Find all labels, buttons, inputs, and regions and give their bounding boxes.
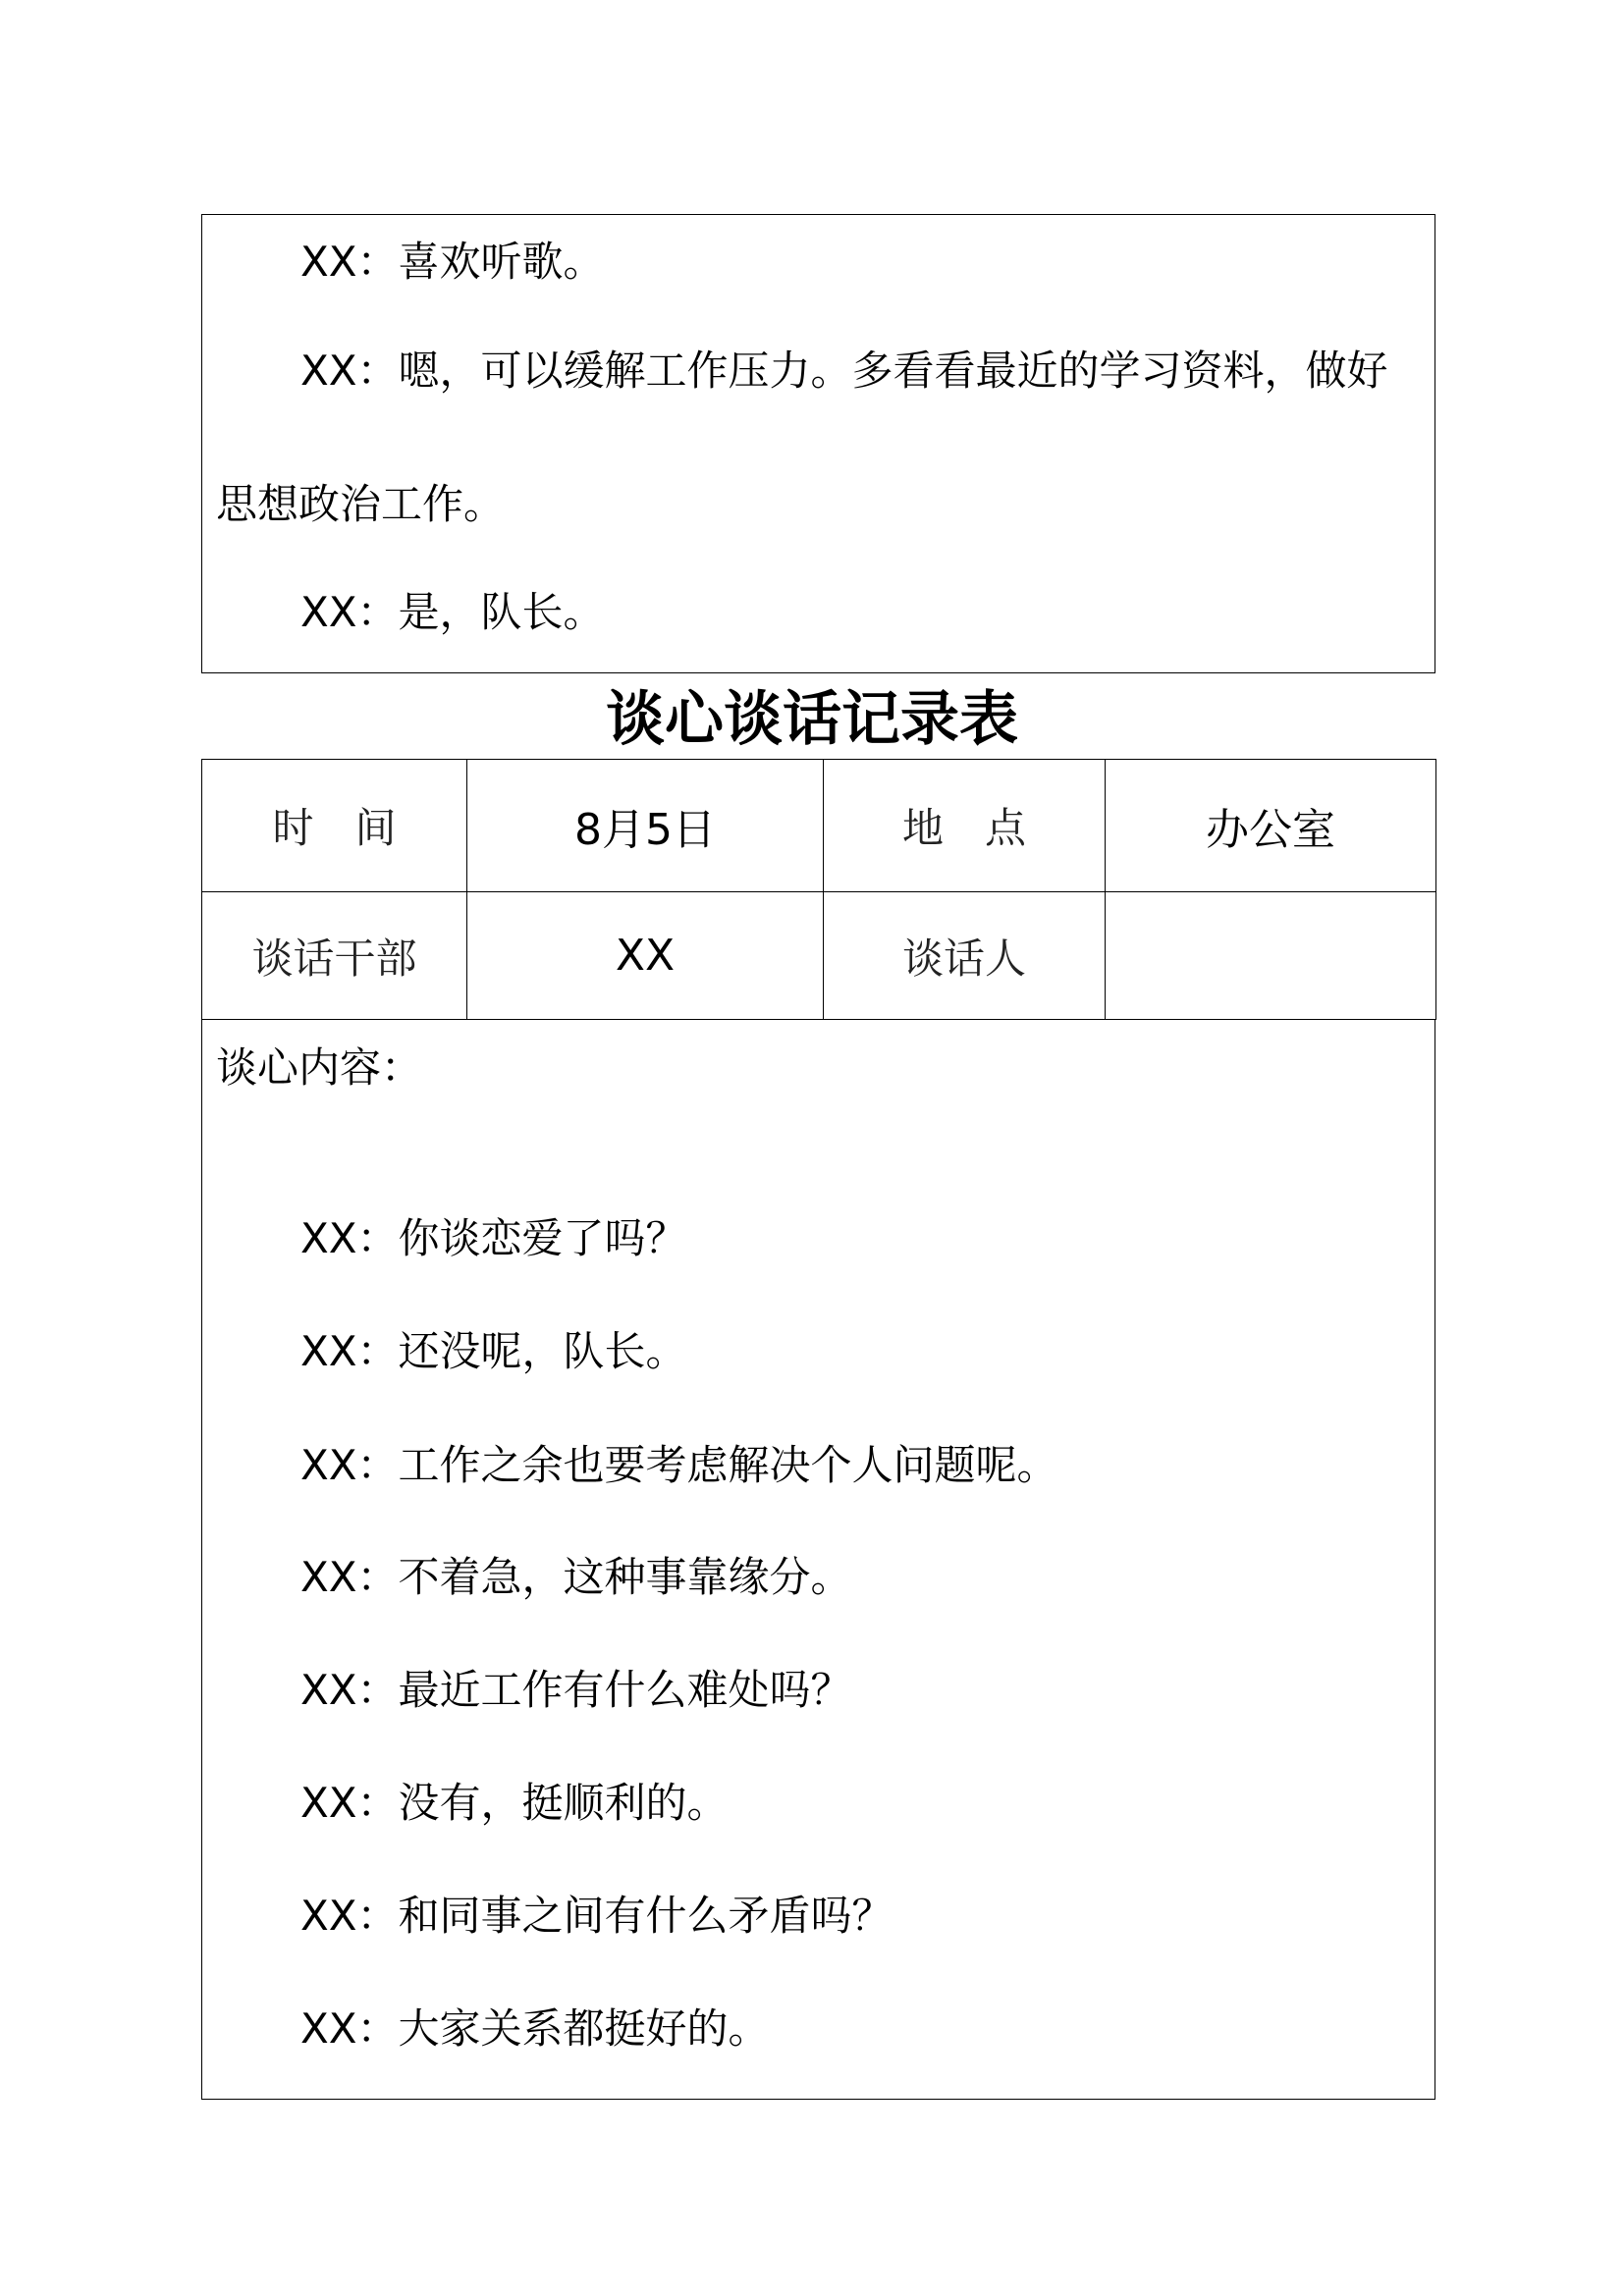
- dialogue-line: XX：嗯，可以缓解工作压力。多看看最近的学习资料，做好: [300, 347, 1388, 395]
- dialogue-line: XX：不着急，这种事靠缘分。: [300, 1553, 852, 1601]
- dialogue-line: XX：和同事之间有什么矛盾吗？: [300, 1892, 893, 1940]
- person-label: 谈话人: [824, 892, 1106, 1020]
- continued-record-box: [201, 214, 1435, 673]
- cadre-label: 谈话干部: [202, 892, 467, 1020]
- dialogue-line: XX：你谈恋爱了吗？: [300, 1214, 687, 1262]
- record-header-table: [201, 759, 1436, 1020]
- place-value: 办公室: [1106, 760, 1436, 892]
- dialogue-line: XX：喜欢听歌。: [300, 238, 605, 286]
- place-label: 地 点: [824, 760, 1106, 892]
- dialogue-line: 思想政治工作。: [216, 480, 506, 528]
- time-label: 时 间: [202, 760, 467, 892]
- cadre-value: XX: [467, 892, 824, 1020]
- talk-content-box: [201, 1019, 1435, 2100]
- person-value: [1106, 892, 1436, 1020]
- dialogue-line: XX：没有，挺顺利的。: [300, 1779, 729, 1827]
- dialogue-line: XX：还没呢，队长。: [300, 1327, 687, 1375]
- page-title: 谈心谈话记录表: [606, 685, 1018, 754]
- dialogue-line: XX：最近工作有什么难处吗？: [300, 1666, 852, 1714]
- content-heading: 谈心内容：: [216, 1043, 423, 1092]
- time-value: 8月5日: [467, 760, 824, 892]
- dialogue-line: XX：是，队长。: [300, 588, 605, 636]
- dialogue-line: XX：大家关系都挺好的。: [300, 2004, 770, 2053]
- dialogue-line: XX：工作之余也要考虑解决个人问题呢。: [300, 1441, 1058, 1489]
